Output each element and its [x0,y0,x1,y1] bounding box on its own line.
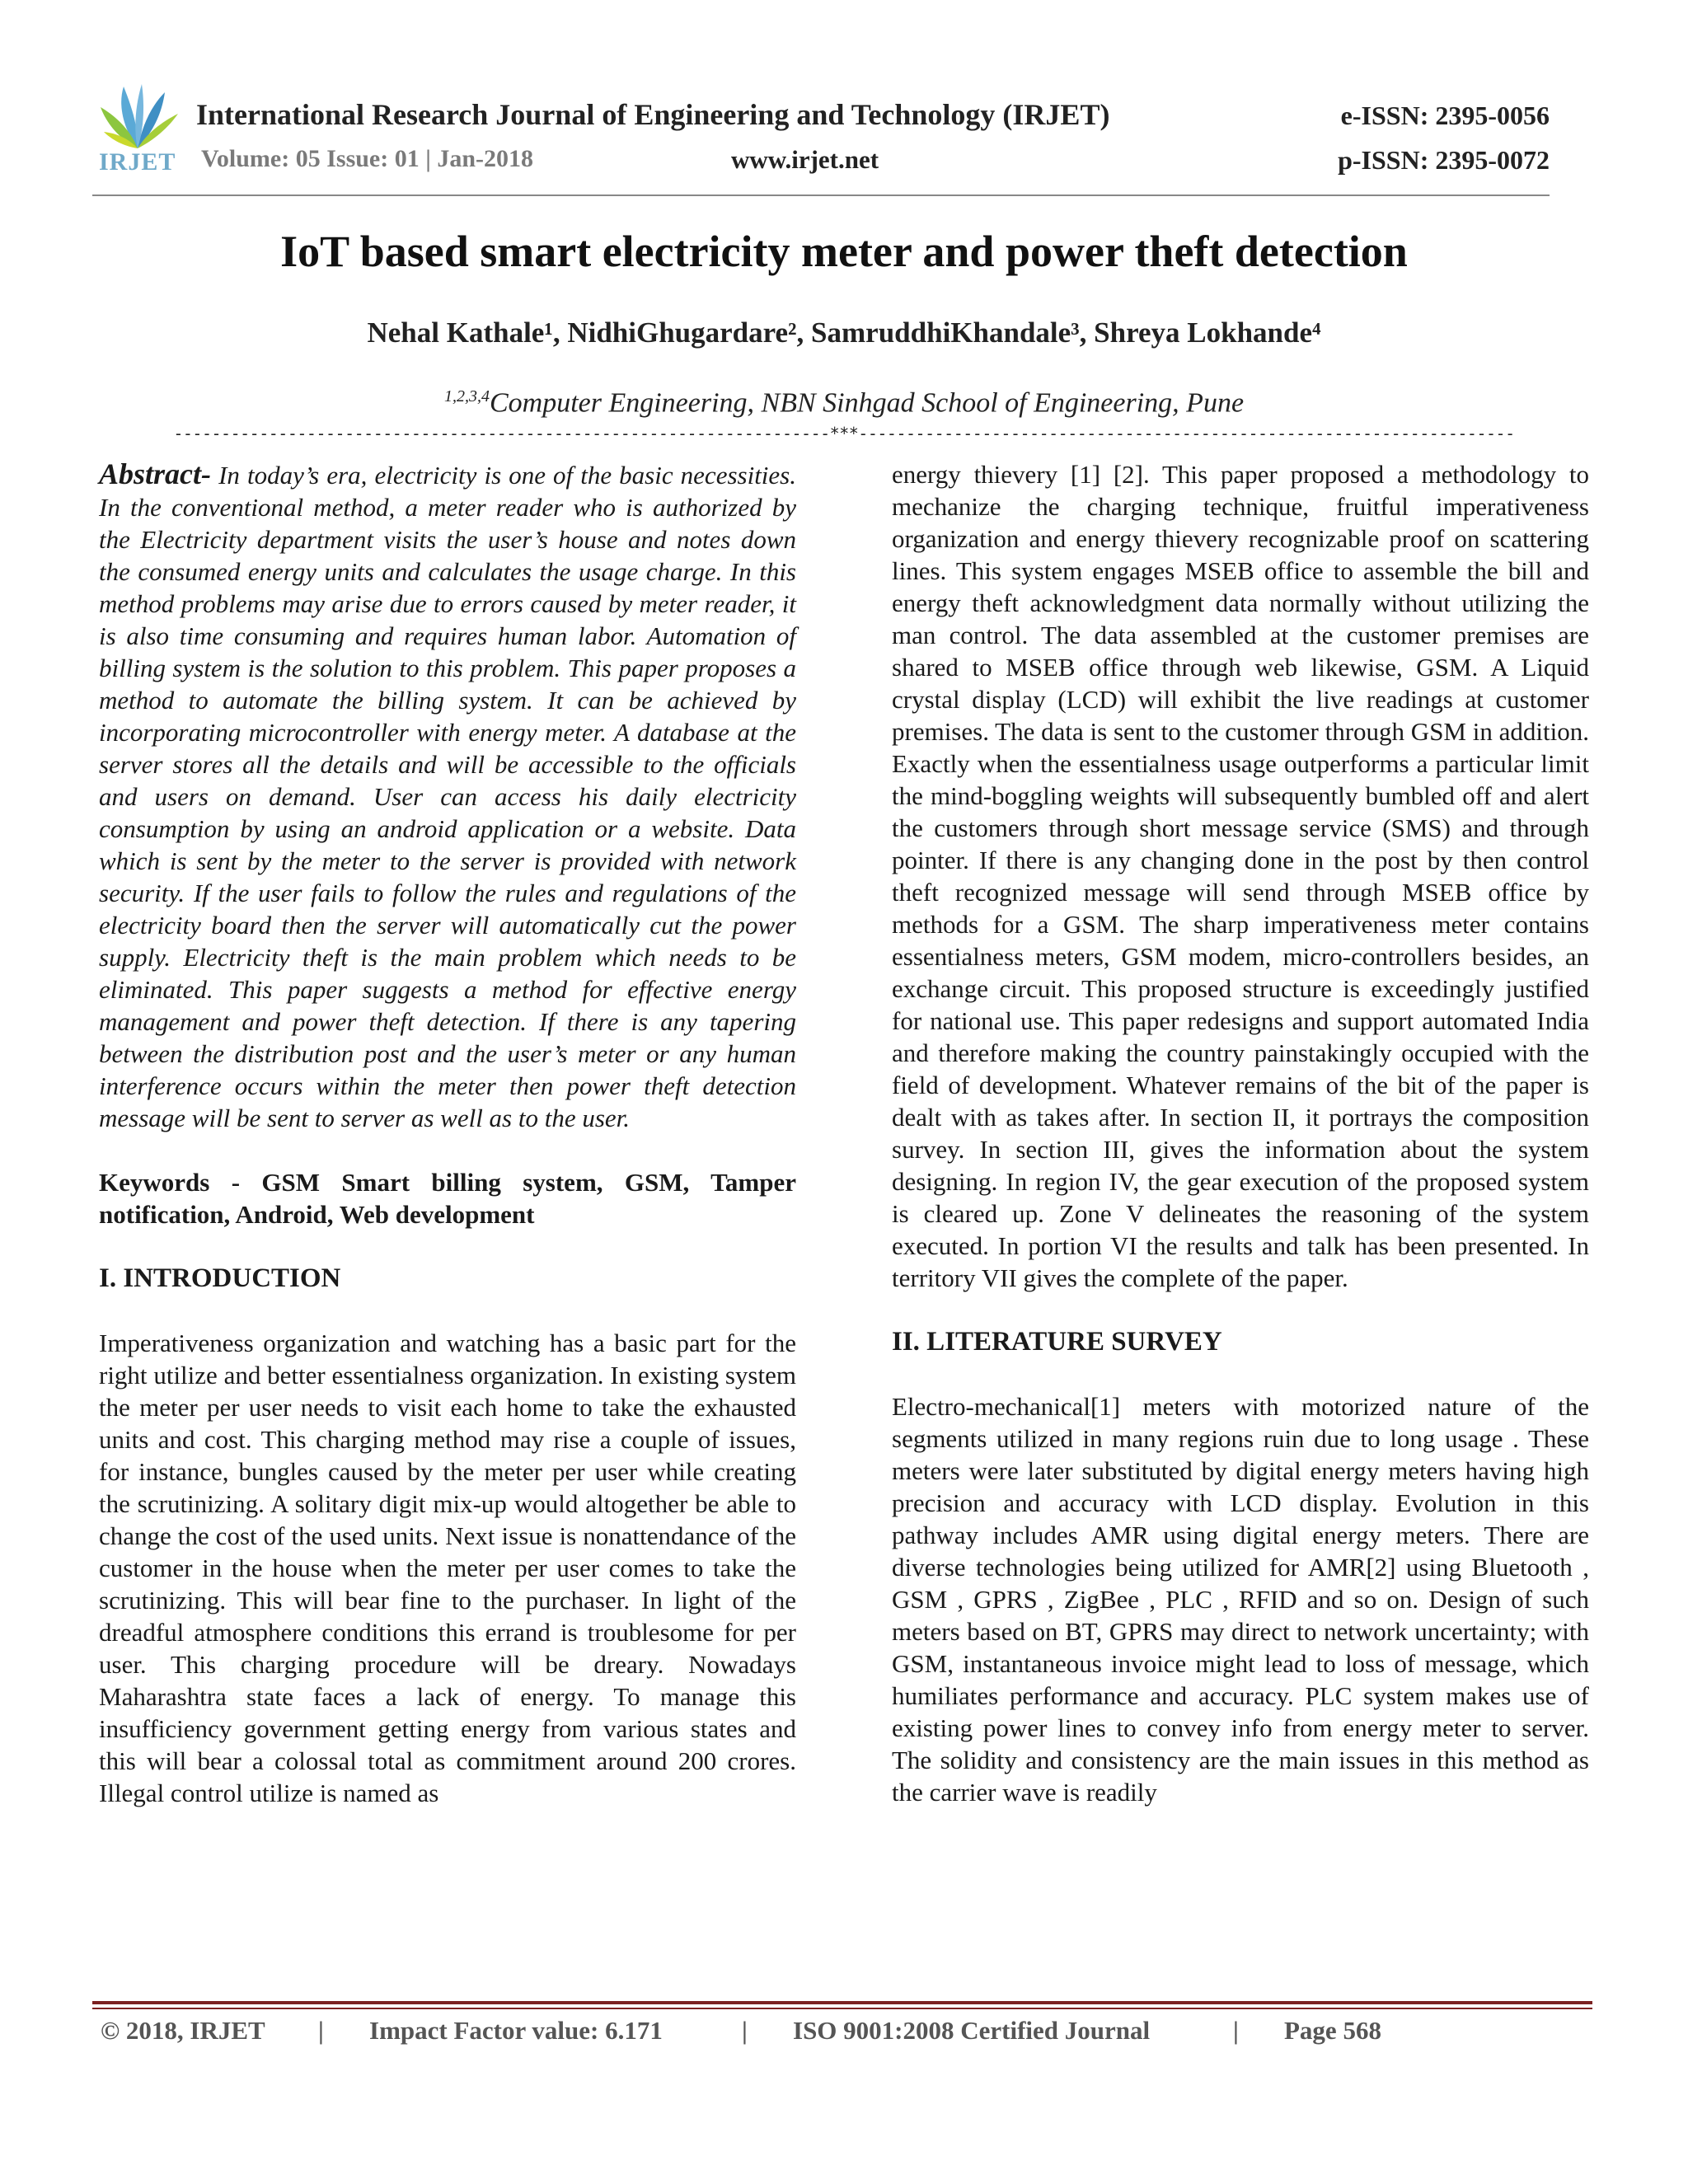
affiliation-superscript: 1,2,3,4 [443,387,490,405]
keywords: Keywords - GSM Smart billing system, GSM, Tamper notification, Android, Web development [99,1168,796,1229]
footer-separator: | [1233,2016,1239,2045]
author-list: Nehal Kathale¹, NidhiGhugardare², SamruddhiKhandale³, Shreya Lokhande⁴ [367,316,1321,349]
abstract [99,458,796,1134]
journal-website: www.irjet.net [731,145,879,174]
footer-copyright: © 2018, IRJET [101,2016,265,2045]
leaf-logo-icon [92,82,183,157]
abstract-label: Abstract- [99,457,212,490]
section-separator: ---------------------------------------------------------------------***--------------------------------------------------------------------- [173,424,1515,443]
page-footer [101,2016,1584,2057]
introduction-heading: I. INTRODUCTION [99,1263,341,1293]
literature-survey-heading: II. LITERATURE SURVEY [892,1327,1222,1357]
footer-rule-thick [92,2001,1592,2004]
left-column [99,458,796,1841]
footer-rule-thin [92,2008,1592,2009]
right-column [892,458,1589,1840]
irjet-logo [92,82,183,180]
header-divider [92,194,1550,196]
p-issn: p-ISSN: 2395-0072 [1338,145,1550,175]
paper-title: IoT based smart electricity meter and power theft detection [280,227,1408,276]
e-issn: e-ISSN: 2395-0056 [1340,101,1550,130]
logo-text: IRJET [99,148,176,176]
affiliation-text: Computer Engineering, NBN Sinhgad School of Engineering, Pune [489,387,1245,419]
footer-impact-factor: Impact Factor value: 6.171 [369,2016,663,2045]
footer-iso: ISO 9001:2008 Certified Journal [793,2016,1151,2045]
introduction-continued: energy thievery [1] [2]. This paper proposed a methodology to mechanize the charging technique, fruitful imperativeness organization and energy thievery recognizable proof on scattering lines. This system engages MSEB office to assemble the bill and energy theft acknowledgment data normally without utilizing the man control. The data assembled at the customer premises are shared to MSEB office through web likewise, GSM. A Liquid crystal display (LCD) will exhibit the live readings at customer premises. The data is sent to the customer through GSM in addition. Exactly when the essentialness usage outperforms a particular limit the mind-boggling weights will subsequently bumbled off and alert the customers through short message service (SMS) and through pointer. If there is any changing done in the post by then control theft recognized message will send through MSEB office by methods for a GSM. The sharp imperativeness meter contains essentialness meters, GSM modem, micro-controllers besides, an exchange circuit. This proposed structure is exceedingly justified for national use. This paper redesigns and support automated India and therefore making the country painstakingly occupied with the field of development. Whatever remains of the bit of the paper is dealt with as takes after. In section II, it portrays the composition survey. In section III, gives the information about the system designing. In region IV, the gear execution of the proposed system is cleared up. Zone V delineates the reasoning of the system executed. In portion VI the results and talk has been presented. In territory VII gives the complete of the paper. [892,460,1589,1292]
introduction-text: Imperativeness organization and watching has a basic part for the right utilize and better essentialness organization. In existing system the meter per user needs to visit each home to take the exhausted units and cost. This charging method may rise a couple of issues, for instance, bungles caused by the meter per user while creating the scrutinizing. A solitary digit mix-up would altogether be able to change the cost of the used units. Next issue is nonattendance of the customer in the house when the meter per user comes to take the scrutinizing. This will bear fine to the purchaser. In light of the dreadful atmosphere conditions this errand is troublesome for per user. This charging procedure will be dreary. Nowadays Maharashtra state faces a lack of energy. To manage this insufficiency government getting energy from various states and this will bear a colossal total as commitment around 200 crores. Illegal control utilize is named as [99,1329,796,1807]
journal-title: International Research Journal of Engineering and Technology (IRJET) [196,98,1110,131]
abstract-text: In today’s era, electricity is one of the basic necessities. In the conventional method, a meter reader who is authorized by the Electricity department visits the user’s house and notes down the consumed energy units and calculates the usage charge. In this method problems may arise due to errors caused by meter reader, it is also time consuming and requires human labor. Automation of billing system is the solution to this problem. This paper proposes a method to automate the billing system. It can be achieved by incorporating microcontroller with energy meter. A database at the server stores all the details and will be accessible to the officials and users on demand. User can access his daily electricity consumption by using an android application or a website. Data which is sent by the meter to the server is provided with network security. If the user fails to follow the rules and regulations of the electricity board then the server will automatically cut the power supply. Electricity theft is the main problem which needs to be eliminated. This paper suggests a method for effective energy management and power theft detection. If there is any tapering between the distribution post and the user’s meter or any human interference occurs within the meter then power theft detection message will be sent to server as well as to the user. [99,461,796,1132]
affiliation [0,387,1688,419]
footer-page-number: Page 568 [1284,2016,1381,2045]
literature-survey-text: Electro-mechanical[1] meters with motorized nature of the segments utilized in many regions ruin due to long usage . These meters were later substituted by digital energy meters having high precision and accuracy with LCD display. Evolution in this pathway includes AMR using digital energy meters. There are diverse technologies being utilized for AMR[2] using Bluetooth , GSM , GPRS , ZigBee , PLC , RFID and so on. Design of such meters based on BT, GPRS may direct to network uncertainty; with GSM, instantaneous invoice might lead to loss of message, which humiliates performance and accuracy. PLC system makes use of existing power lines to convey info from energy meter to server. The solidity and consistency are the main issues in this method as the carrier wave is readily [892,1392,1589,1807]
footer-separator: | [742,2016,748,2045]
journal-header [92,82,1551,198]
footer-separator: | [318,2016,324,2045]
volume-issue: Volume: 05 Issue: 01 | Jan-2018 [201,145,534,172]
